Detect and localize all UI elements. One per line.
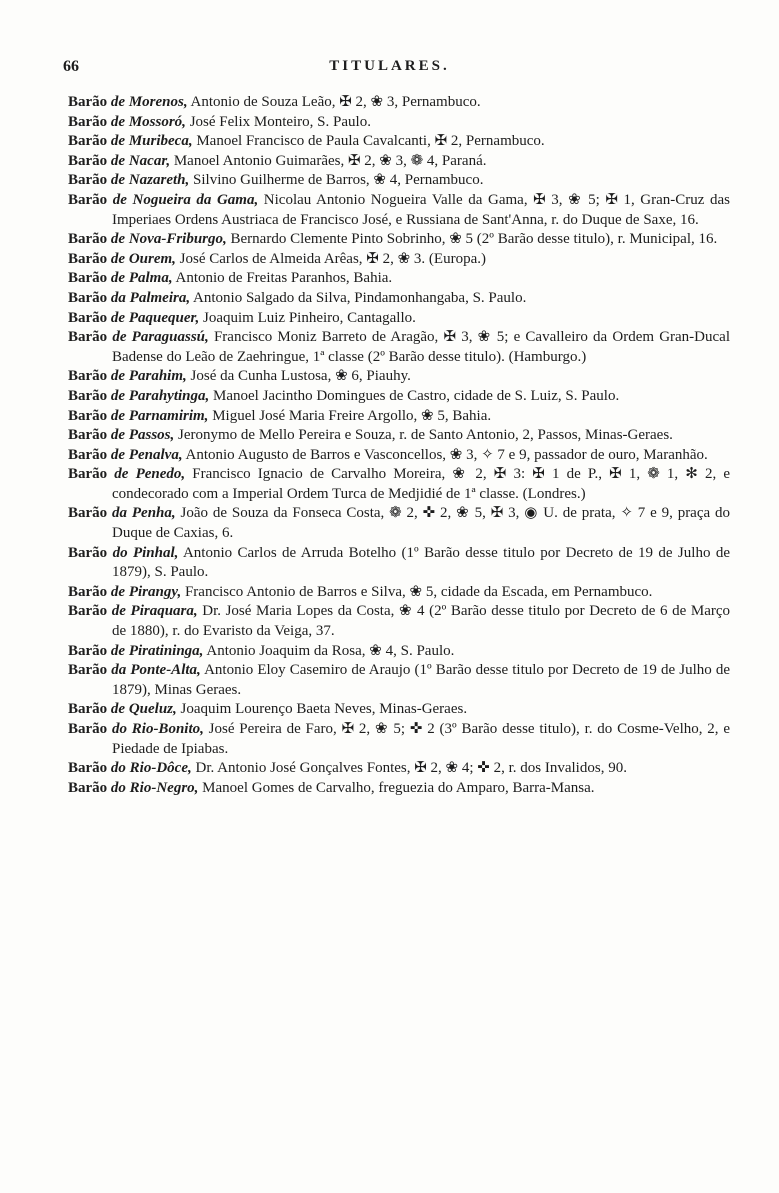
titular-entry	[68, 779, 730, 799]
entry-prefix: Barão	[68, 544, 108, 561]
entry-text: Joaquim Lourenço Baeta Neves, Minas-Geraes.	[180, 701, 468, 718]
titular-entry	[68, 191, 730, 230]
titular-entry	[68, 446, 730, 466]
entry-prefix: Barão	[68, 407, 108, 424]
titulares-list	[68, 93, 730, 798]
entry-title: da Ponte-Alta,	[111, 662, 201, 679]
entry-prefix: Barão	[68, 642, 108, 659]
titular-entry	[68, 583, 730, 603]
entry-text: Francisco Moniz Barreto de Aragão, ✠ 3, ❀ 5; e Cavalleiro da Ordem Gran-Ducal Badense do Leão de Zaehringue, 1ª classe (2º Barão desse titulo). (Hamburgo.)	[112, 329, 730, 365]
entry-prefix: Barão	[68, 94, 108, 110]
titular-entry	[68, 407, 730, 427]
entry-prefix: Barão	[68, 427, 108, 444]
entry-title: de Queluz,	[110, 701, 177, 718]
entry-prefix: Barão	[68, 113, 108, 130]
entry-prefix: Barão	[68, 721, 108, 737]
entry-text: Manoel Gomes de Carvalho, freguezia do Amparo, Barra-Mansa.	[202, 779, 595, 796]
titular-entry	[68, 93, 730, 113]
entry-title: de Parahim,	[110, 368, 187, 385]
titular-entry	[68, 602, 730, 641]
entry-text: Dr. Antonio José Gonçalves Fontes, ✠ 2, ❀ 4; ✜ 2, r. dos Invalidos, 90.	[195, 760, 627, 777]
entry-text: Manoel Jacintho Domingues de Castro, cidade de S. Luiz, S. Paulo.	[213, 387, 620, 404]
titular-entry	[68, 661, 730, 700]
titular-entry	[68, 642, 730, 662]
entry-prefix: Barão	[68, 250, 108, 267]
entry-title: de Paquequer,	[110, 309, 200, 326]
entry-text: Bernardo Clemente Pinto Sobrinho, ❀ 5 (2º Barão desse titulo), r. Municipal, 16.	[230, 231, 718, 248]
entry-text: Silvino Guilherme de Barros, ❀ 4, Pernambuco.	[193, 172, 484, 189]
titular-entry	[68, 720, 730, 759]
entry-title: de Pirangy,	[110, 583, 182, 600]
titular-entry	[68, 132, 730, 152]
entry-prefix: Barão	[68, 368, 108, 385]
entry-text: Antonio Carlos de Arruda Botelho (1º Barão desse titulo por Decreto de 19 de Julho de 1879), S. Paulo.	[112, 544, 730, 581]
entry-prefix: Barão	[68, 152, 108, 169]
entry-text: Manoel Antonio Guimarães, ✠ 2, ❀ 3, ❁ 4, Paraná.	[173, 152, 487, 169]
entry-title: de Parnamirim,	[110, 407, 209, 424]
entry-title: do Pinhal,	[112, 544, 179, 561]
entry-text: Antonio Eloy Casemiro de Araujo (1º Barão desse titulo por Decreto de 19 de Julho de 1879), Minas Geraes.	[112, 662, 730, 698]
entry-text: Antonio Augusto de Barros e Vasconcellos, ❀ 3, ✧ 7 e 9, passador de ouro, Maranhão.	[185, 446, 708, 463]
entry-text: Antonio de Souza Leão, ✠ 2, ❀ 3, Pernambuco.	[190, 94, 481, 110]
entry-prefix: Barão	[68, 701, 108, 718]
titular-entry	[68, 367, 730, 387]
titular-entry	[68, 113, 730, 133]
entry-text: Nicolau Antonio Nogueira Valle da Gama, ✠ 3, ❀ 5; ✠ 1, Gran-Cruz das Imperiaes Ordens Austriaca de Francisco José, e Russiana de Sant'Anna, r. do Duque de Saxe, 16.	[112, 191, 730, 228]
titular-entry	[68, 504, 730, 543]
titular-entry	[68, 426, 730, 446]
entry-text: Dr. José Maria Lopes da Costa, ❀ 4 (2º Barão desse titulo por Decreto de 6 de Março de 1880), r. do Evaristo da Veiga, 37.	[112, 603, 731, 640]
entry-title: de Passos,	[110, 427, 175, 444]
entry-text: Jeronymo de Mello Pereira e Souza, r. de Santo Antonio, 2, Passos, Minas-Geraes.	[178, 427, 673, 444]
entry-text: João de Souza da Fonseca Costa, ❁ 2, ✜ 2, ❀ 5, ✠ 3, ◉ U. de prata, ✧ 7 e 9, praça do Duque de Caxias, 6.	[112, 505, 731, 542]
entry-title: de Morenos,	[110, 94, 188, 110]
entry-prefix: Barão	[68, 309, 108, 326]
entry-prefix: Barão	[68, 446, 108, 463]
entry-text: José da Cunha Lustosa, ❀ 6, Piauhy.	[190, 368, 411, 385]
entry-text: José Pereira de Faro, ✠ 2, ❀ 5; ✜ 2 (3º Barão desse titulo), r. do Cosme-Velho, 2, e Piedade de Ipiabas.	[112, 721, 730, 757]
titular-entry	[68, 230, 730, 250]
entry-title: de Piratininga,	[110, 642, 204, 659]
titular-entry	[68, 544, 730, 583]
entry-prefix: Barão	[68, 779, 108, 796]
entry-title: de Piraquara,	[111, 603, 198, 620]
entry-prefix: Barão	[68, 231, 108, 248]
entry-text: Miguel José Maria Freire Argollo, ❀ 5, Bahia.	[212, 407, 492, 424]
entry-title: da Penha,	[112, 505, 176, 522]
entry-prefix: Barão	[68, 387, 108, 404]
titular-entry	[68, 387, 730, 407]
entry-title: de Penalva,	[110, 446, 183, 463]
entry-text: Manoel Francisco de Paula Cavalcanti, ✠ 2, Pernambuco.	[196, 133, 545, 150]
entry-prefix: Barão	[68, 603, 108, 620]
entry-text: Antonio de Freitas Paranhos, Bahia.	[175, 270, 393, 287]
entry-title: de Nacar,	[110, 152, 171, 169]
entry-title: da Palmeira,	[110, 289, 191, 306]
entry-title: de Paraguassú,	[112, 329, 209, 346]
titular-entry	[68, 759, 730, 779]
entry-prefix: Barão	[68, 172, 108, 189]
entry-title: do Rio-Negro,	[110, 779, 199, 796]
entry-text: Francisco Antonio de Barros e Silva, ❀ 5, cidade da Escada, em Pernambuco.	[184, 583, 653, 600]
entry-title: de Muribeca,	[110, 133, 193, 150]
titular-entry	[68, 328, 730, 367]
titular-entry	[68, 250, 730, 270]
entry-prefix: Barão	[68, 329, 108, 346]
entry-title: de Nazareth,	[110, 172, 190, 189]
entry-prefix: Barão	[68, 466, 108, 483]
page-header	[0, 57, 779, 79]
titular-entry	[68, 309, 730, 329]
entry-text: José Felix Monteiro, S. Paulo.	[189, 113, 371, 130]
entry-prefix: Barão	[68, 191, 108, 208]
entry-prefix: Barão	[68, 662, 108, 679]
titular-entry	[68, 465, 730, 504]
entry-text: Antonio Joaquim da Rosa, ❀ 4, S. Paulo.	[206, 642, 455, 659]
entry-title: de Nogueira da Gama,	[112, 191, 259, 208]
entry-prefix: Barão	[68, 270, 108, 287]
entry-title: de Palma,	[110, 270, 173, 287]
entry-text: Joaquim Luiz Pinheiro, Cantagallo.	[203, 309, 416, 326]
titular-entry	[68, 700, 730, 720]
entry-title: do Rio-Bonito,	[111, 721, 204, 737]
titular-entry	[68, 289, 730, 309]
entry-text: Antonio Salgado da Silva, Pindamonhangaba, S. Paulo.	[193, 289, 527, 306]
entry-prefix: Barão	[68, 760, 108, 777]
entry-title: de Nova-Friburgo,	[110, 231, 227, 248]
running-title: TITULARES.	[329, 58, 450, 74]
entry-prefix: Barão	[68, 133, 108, 150]
entry-title: de Penedo,	[114, 466, 186, 483]
entry-text: José Carlos de Almeida Arêas, ✠ 2, ❀ 3. (Europa.)	[179, 250, 486, 267]
titular-entry	[68, 269, 730, 289]
entry-title: de Ourem,	[110, 250, 176, 267]
entry-title: do Rio-Dôce,	[110, 760, 192, 777]
entry-text: Francisco Ignacio de Carvalho Moreira, ❀ 2, ✠ 3: ✠ 1 de P., ✠ 1, ❁ 1, ✻ 2, e condecorado com a Imperial Ordem Turca de Medjidié de 1ª classe. (Londres.)	[112, 466, 731, 502]
entry-prefix: Barão	[68, 505, 108, 522]
titular-entry	[68, 171, 730, 191]
page-number: 66	[63, 58, 79, 75]
titular-entry	[68, 152, 730, 172]
entry-prefix: Barão	[68, 583, 108, 600]
entry-title: de Mossoró,	[110, 113, 186, 130]
entry-prefix: Barão	[68, 289, 108, 306]
entry-title: de Parahytinga,	[110, 387, 210, 404]
